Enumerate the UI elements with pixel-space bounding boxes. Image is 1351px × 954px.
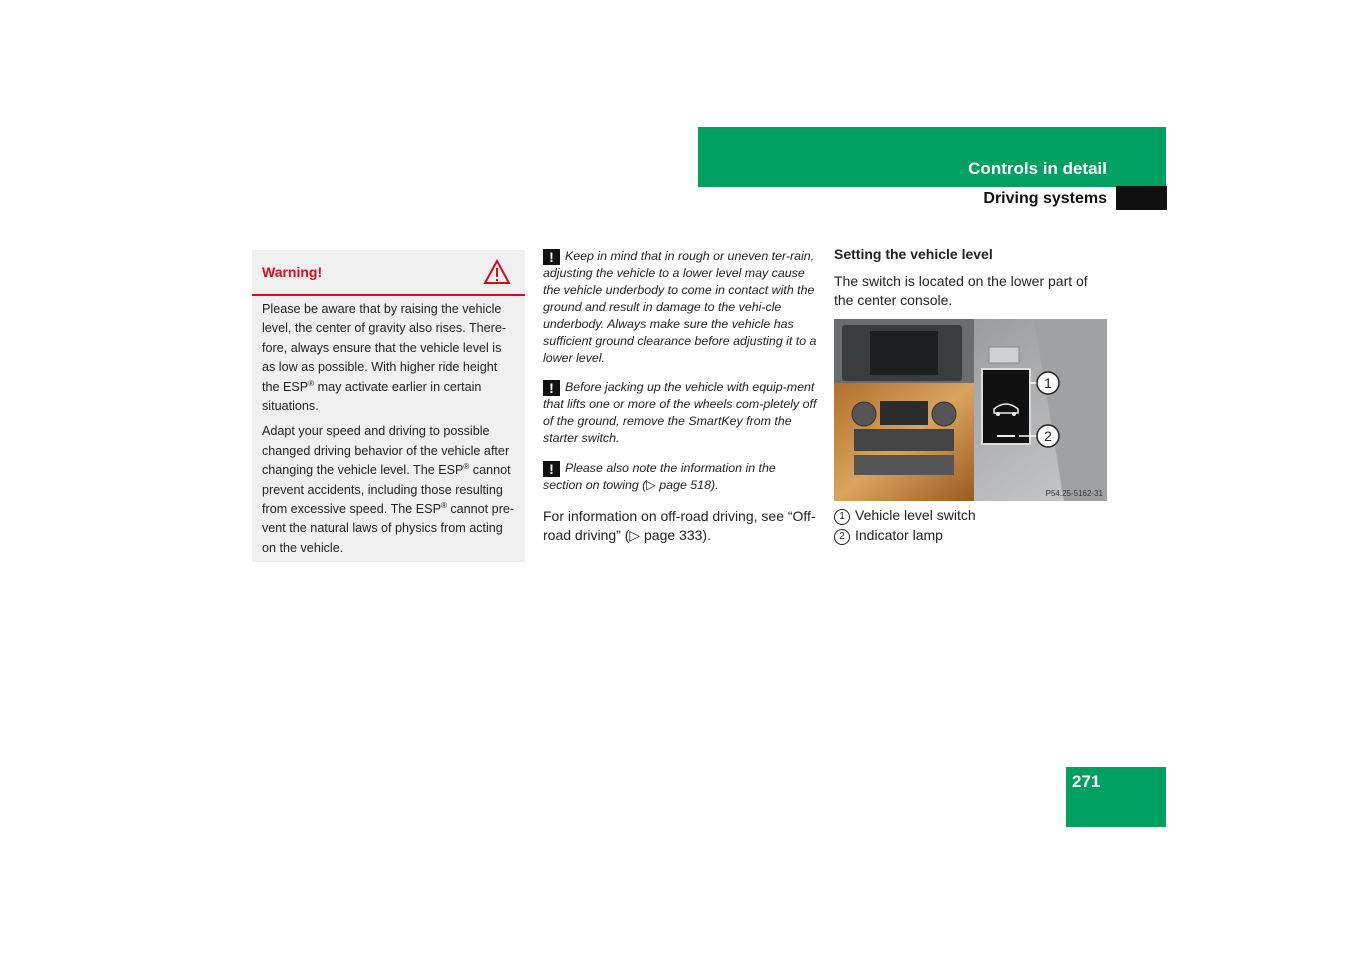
svg-text:2: 2 [1044,428,1052,444]
warning-label: Warning! [262,264,323,280]
page-number: 271 [1072,772,1101,791]
section-tab [1116,186,1167,210]
exclamation-icon: ! [543,461,560,477]
chapter-title: Controls in detail [968,159,1107,178]
image-code: P54.25-5162-31 [1045,489,1103,498]
exclamation-icon: ! [543,380,560,396]
notes-column [543,248,818,545]
vehicle-level-column [834,244,1109,545]
note-towing: ! Please also note the information in the section on towing (▷ page 518). [543,461,776,493]
callout-number-2: 2 [834,529,850,545]
vehicle-level-description: The switch is located on the lower part of the center console. [834,273,1088,308]
callout-list [834,505,1109,545]
callout-number-1: 1 [834,509,850,525]
console-illustration [834,319,1107,501]
warning-paragraph-1: Please be aware that by raising the vehicle level, the center of gravity also rises. There-fore, always ensure that the vehicle level is as low as possible. With higher ride height the ESP® may activate earlier in certain situations. [262,302,507,414]
callout-item: 1 Vehicle level switch [834,505,1109,525]
page-number-box [1066,767,1166,827]
offroad-reference: For information on off-road driving, see “Off-road driving” (▷ page 333). [543,508,816,544]
center-console-photo [834,319,1107,501]
svg-text:1: 1 [1044,375,1052,391]
warning-triangle-icon [483,259,511,285]
warning-box [252,250,525,562]
warning-body [252,296,525,558]
warning-header [252,250,525,296]
section-title: Driving systems [983,190,1107,207]
callout-item: 2 Indicator lamp [834,525,1109,545]
vehicle-level-heading: Setting the vehicle level [834,246,993,262]
note-jacking: ! Before jacking up the vehicle with equip-ment that lifts one or more of the wheels com-pletely off of the ground, remove the SmartKey from the starter switch. [543,380,817,446]
warning-paragraph-2: Adapt your speed and driving to possible changed driving behavior of the vehicle after changing the vehicle level. The ESP® cannot prevent accidents, including those resulting from excessive speed. The ESP® cannot pre-vent the natural laws of physics from acting on the vehicle. [262,424,515,555]
note-rough-terrain: ! Keep in mind that in rough or uneven ter-rain, adjusting the vehicle to a lower level may cause the vehicle underbody to come in contact with the ground and result in damage to the vehi-cle underbody. Always make sure the vehicle has sufficient ground clearance before adjusting it to a lower level. [543,249,817,365]
exclamation-icon: ! [543,249,560,265]
